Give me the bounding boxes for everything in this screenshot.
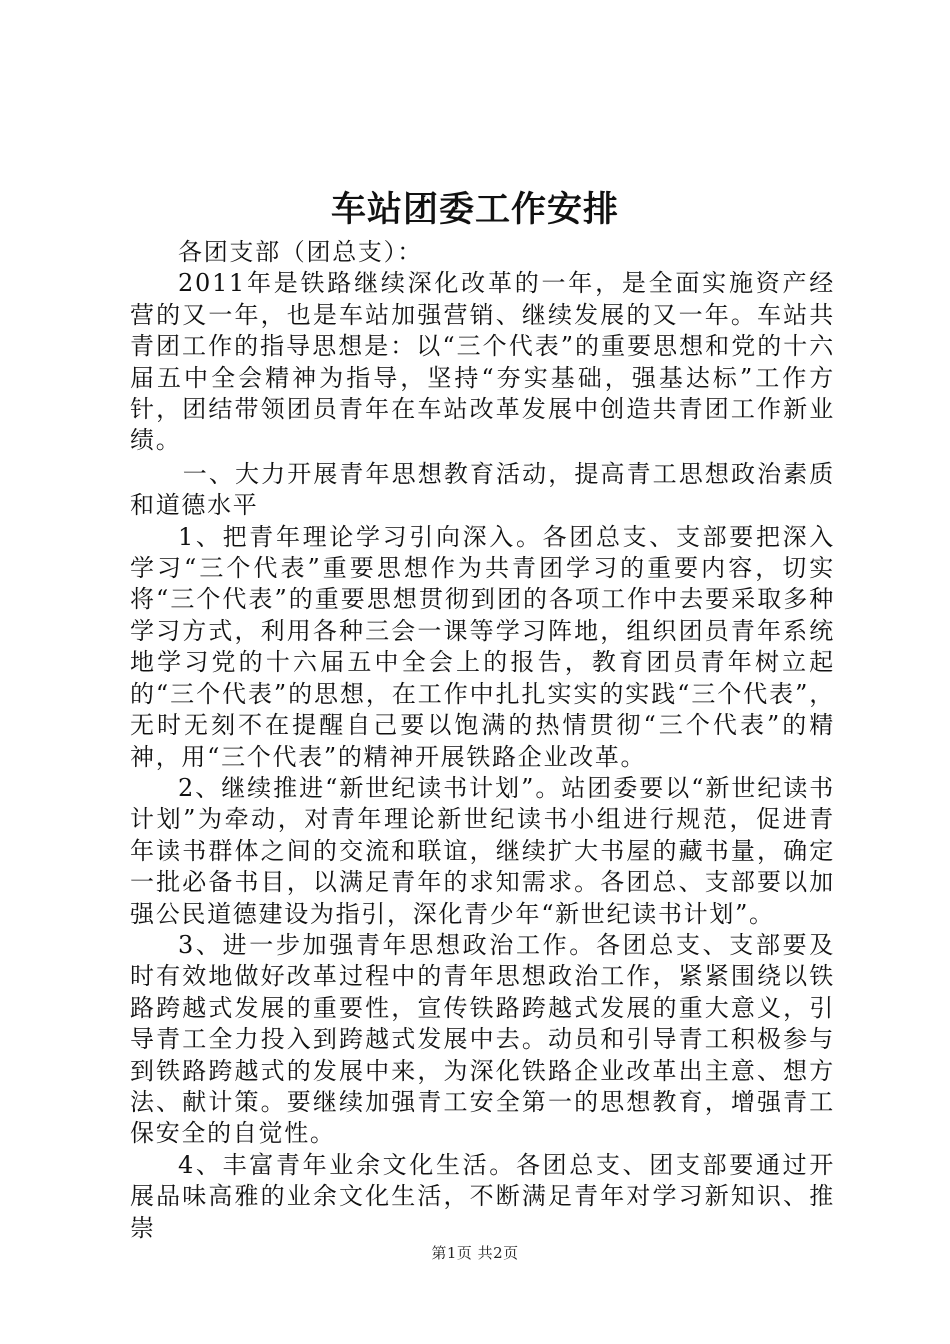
salutation: 各团支部（团总支）： bbox=[178, 238, 423, 266]
intro-paragraph: 2011年是铁路继续深化改革的一年，是全面实施资产经营的又一年，也是车站加强营销、继续发展的又一年。车站共青团工作的指导思想是：以“三个代表”的重要思想和党的十六届五中全会精神为指导，坚持“夯实基础，强基达标”工作方针，团结带领团员青年在车站改革发展中创造共青团工作新业绩。 bbox=[130, 269, 835, 455]
item-paragraph-2: 2、继续推进“新世纪读书计划”。站团委要以“新世纪读书计划”为牵动，对青年理论新世纪读书小组进行规范，促进青年读书群体之间的交流和联谊，继续扩大书屋的藏书量，确定一批必备书目，以满足青年的求知需求。各团总、支部要以加强公民道德建设为指引，深化青少年“新世纪读书计划”。 bbox=[130, 773, 835, 928]
document-title: 车站团委工作安排 bbox=[330, 189, 619, 230]
item-paragraph-3: 3、进一步加强青年思想政治工作。各团总支、支部要及时有效地做好改革过程中的青年思想政治工作，紧紧围绕以铁路跨越式发展的重要性，宣传铁路跨越式发展的重大意义，引导青工全力投入到跨越式发展中去。动员和引导青工积极参与到铁路跨越式的发展中来，为深化铁路企业改革出主意、想方法、献计策。要继续加强青工安全第一的思想教育，增强青工保安全的自觉性。 bbox=[130, 930, 835, 1148]
item-paragraph-1: 1、把青年理论学习引向深入。各团总支、支部要把深入学习“三个代表”重要思想作为共青团学习的重要内容，切实将“三个代表”的重要思想贯彻到团的各项工作中去要采取多种学习方式，利用各种三会一课等学习阵地，组织团员青年系统地学习党的十六届五中全会上的报告，教育团员青年树立起的“三个代表”的思想，在工作中扎扎实实的实践“三个代表”，无时无刻不在提醒自己要以饱满的热情贯彻“三个代表”的精神，用“三个代表”的精神开展铁路企业改革。 bbox=[130, 522, 835, 771]
item-paragraph-4: 4、丰富青年业余文化生活。各团总支、团支部要通过开展品味高雅的业余文化生活，不断满足青年对学习新知识、推崇 bbox=[130, 1150, 835, 1242]
section-heading: 一、大力开展青年思想教育活动，提高青工思想政治素质和道德水平 bbox=[130, 459, 835, 520]
document-body bbox=[130, 237, 835, 1244]
page-number: 第1页 共2页 bbox=[431, 1244, 519, 1262]
